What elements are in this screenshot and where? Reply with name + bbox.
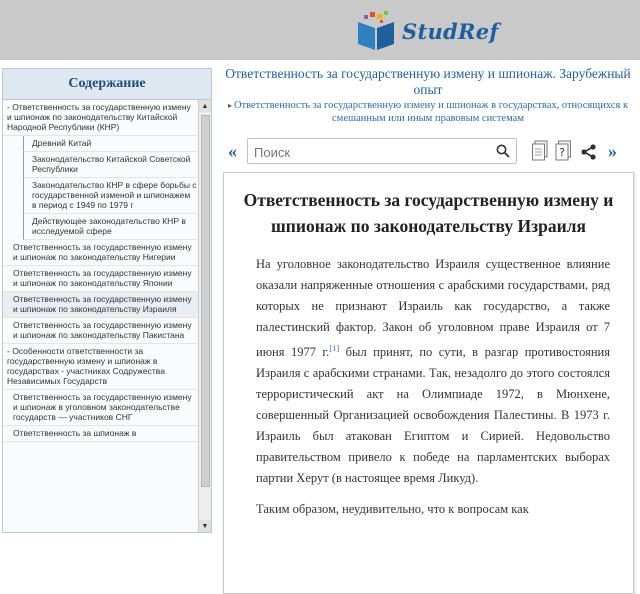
toc-item[interactable]: Ответственность за государственную измену и шпионаж по законодательству Пакистана xyxy=(3,318,201,344)
search-box xyxy=(247,138,517,164)
search-input[interactable] xyxy=(248,139,486,165)
article-panel xyxy=(223,172,634,594)
toc-item[interactable]: Ответственность за государственную измену и шпионаж по законодательству Израиля xyxy=(3,292,201,318)
search-icon[interactable] xyxy=(496,144,510,158)
book-title-link[interactable]: Ответственность за государственную измену и шпионаж. Зарубежный опыт xyxy=(225,66,631,97)
toc-item[interactable]: Законодательство Китайской Советской Республики xyxy=(23,152,201,178)
share-icon[interactable] xyxy=(580,143,598,161)
footnote-link[interactable]: [1] xyxy=(329,343,340,353)
double-chevron-left-icon[interactable]: « xyxy=(228,141,237,161)
toc-scrollbar[interactable] xyxy=(198,100,211,532)
logo-text: StudRef xyxy=(402,18,499,44)
paragraph-text: был принят, по сути, в разгар противостояния Израиля с арабскими странами. Так, незадолго до этого состоялся террористический акт на Олимпиаде 1972, в Мюнхене, совершенный Организацией освобождения Палестины. В 1973 г. Израиль был атакован Египтом и Сирией. Недовольство правительством привело к победе на парламентских выборах партии Херут (в настоящее время Ликуд). xyxy=(256,345,610,486)
toc-title: Содержание xyxy=(3,69,211,100)
toc-item[interactable]: Древний Китай xyxy=(23,136,201,152)
scrollbar-thumb[interactable] xyxy=(201,115,210,487)
table-of-contents-panel xyxy=(2,68,212,533)
toc-item[interactable]: Ответственность за государственную измену и шпионаж в уголовном законодательстве государств — участников СНГ xyxy=(3,390,201,426)
article-paragraph: Таким образом, неудивительно, что к вопросам как xyxy=(256,502,529,517)
toc-item[interactable]: - Особенности ответственности за государственную измену и шпионаж в государствах - участниках Содружества Независимых Государств xyxy=(3,344,201,390)
svg-text:?: ? xyxy=(559,146,565,159)
paragraph-text: На уголовное законодательство Израиля существенное влияние оказали напряженные отношения с арабскими государствами, ряд которых не признают Израиль как государство, а также палестинский фактор. Закон об уголовном праве Израиля от 7 июня 1977 г. xyxy=(256,257,610,360)
page-header xyxy=(224,66,632,125)
toc-item[interactable]: - Ответственность за государственную измену и шпионаж по законодательству Китайской Народной Республики (КНР) xyxy=(3,100,201,136)
top-bar xyxy=(0,0,640,60)
chapter-breadcrumb[interactable] xyxy=(224,99,632,125)
toc-item[interactable]: Ответственность за государственную измену и шпионаж по законодательству Японии xyxy=(3,266,201,292)
article-body xyxy=(256,254,610,520)
help-icon[interactable] xyxy=(555,140,573,162)
scroll-up-arrow-icon[interactable]: ▲ xyxy=(199,100,211,112)
toc-item[interactable]: Действующее законодательство КНР в исследуемой сфере xyxy=(23,214,201,240)
toc-item[interactable]: Ответственность за шпионаж в xyxy=(3,426,201,442)
toc-list xyxy=(3,100,201,532)
double-chevron-right-icon[interactable]: » xyxy=(608,141,617,161)
chapter-link[interactable]: Ответственность за государственную измену и шпионаж в государствах, относящихся к смешанным или иным правовым системам xyxy=(233,100,629,124)
breadcrumb-arrow-icon: ▸ xyxy=(227,101,234,110)
scroll-down-arrow-icon[interactable]: ▼ xyxy=(199,520,211,532)
toc-item[interactable]: Законодательство КНР в сфере борьбы с государственной изменой и шпионажем в период с 1949 по 1979 г xyxy=(23,178,201,214)
site-logo[interactable] xyxy=(356,8,499,54)
book-logo-icon xyxy=(356,10,396,52)
article-paragraph xyxy=(256,254,610,489)
toc-item[interactable]: Ответственность за государственную измену и шпионаж по законодательству Нигерии xyxy=(3,240,201,266)
article-title: Ответственность за государственную измену и шпионаж по законодательству Израиля xyxy=(243,190,614,236)
document-icon[interactable] xyxy=(531,140,549,162)
